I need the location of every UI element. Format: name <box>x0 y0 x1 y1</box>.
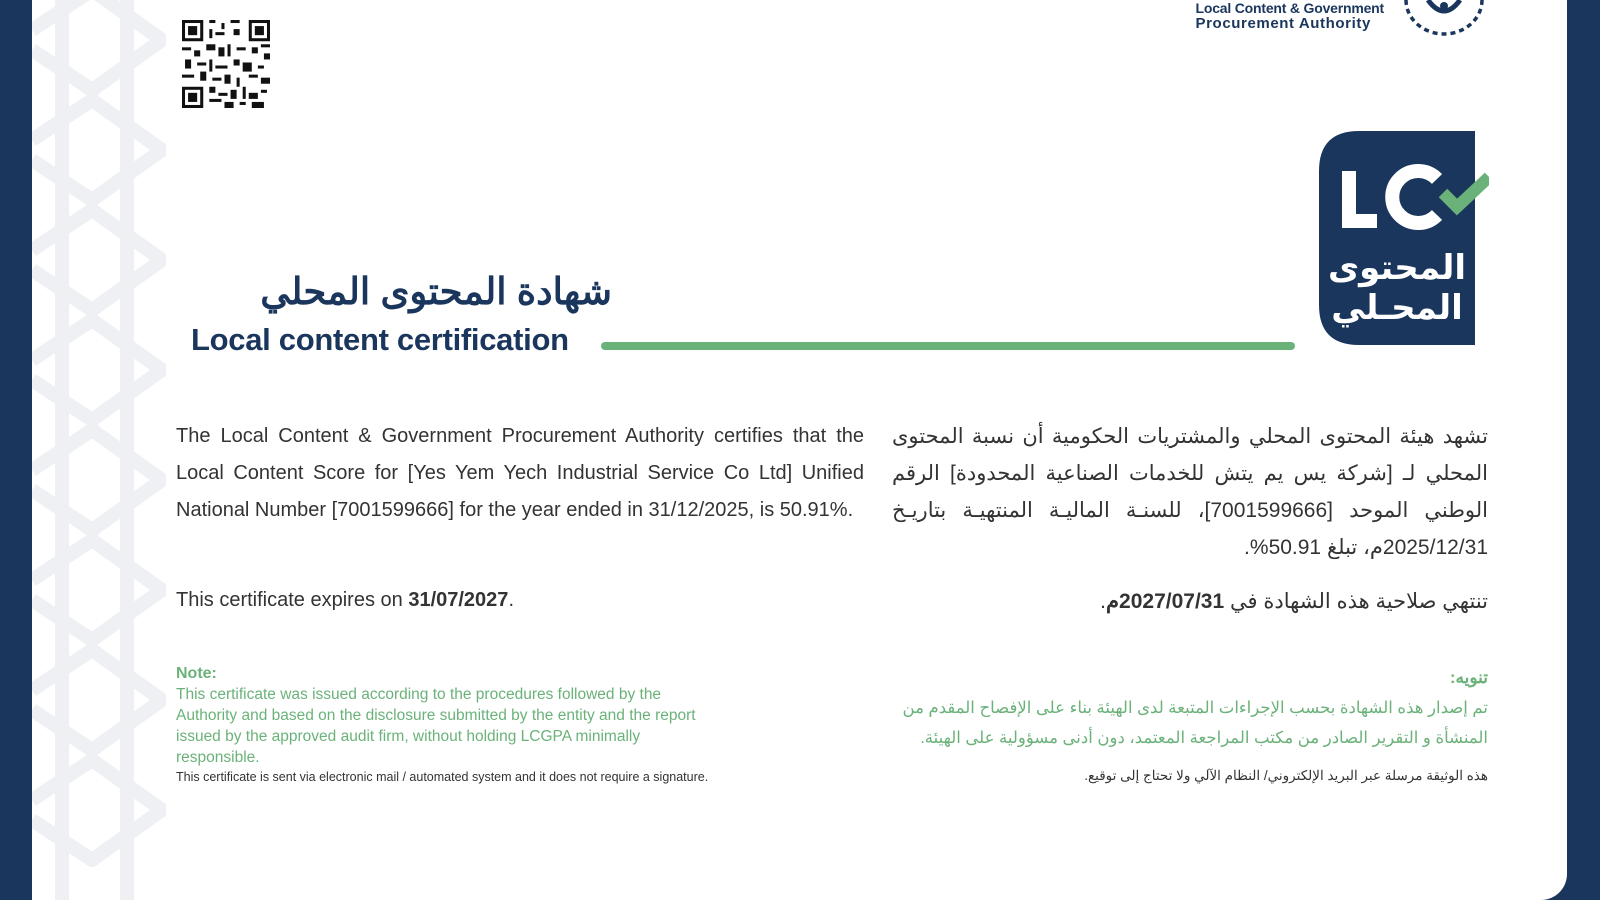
logo-arabic-line-2: المحـلي <box>1331 288 1463 328</box>
certificate-body-arabic: تشهد هيئة المحتوى المحلي والمشتريات الحكومية أن نسبة المحتوى المحلي لـ [شركة يس يم يتش للخدمات الصناعية المحدودة] الرقم الوطني الموحد [7001599666]، للسنـة الماليـة المنتهيـة بتاريـخ 2025/12/31م، تبلغ 50.91%. <box>892 425 1488 559</box>
title-divider <box>601 342 1295 350</box>
certificate-sheet <box>32 0 1567 900</box>
note-english-title: Note: <box>176 665 217 682</box>
note-arabic-text: تم إصدار هذه الشهادة بحسب الإجراءات المتبعة لدى الهيئة بناء على الإفصاح المقدم من المنشأة و التقرير الصادر من مكتب المراجعة المعتمد، دون أدنى مسؤولية على الهيئة. <box>902 699 1488 747</box>
note-english <box>176 663 696 768</box>
signature-notice-english: This certificate is sent via electronic mail / automated system and it does not require a signature. <box>176 770 709 784</box>
title-english: Local content certification <box>191 322 569 357</box>
authority-name <box>1196 0 1384 32</box>
authority-emblem-icon <box>1400 0 1488 40</box>
expiry-arabic-prefix: تنتهي صلاحية هذه الشهادة في <box>1224 590 1488 613</box>
note-english-text: This certificate was issued according to the procedures followed by the Authority and based on the disclosure submitted by the entity and the report issued by the approved audit firm, without holding LCGPA minimally responsible. <box>176 686 696 766</box>
local-content-logo-icon <box>1319 131 1489 345</box>
qr-code-icon[interactable] <box>182 20 270 108</box>
signature-notice-arabic: هذه الوثيقة مرسلة عبر البريد الإلكتروني/ النظام الآلي ولا تحتاج إلى توقيع. <box>1084 768 1488 783</box>
certificate-body-english: The Local Content & Government Procurement Authority certifies that the Local Content Score for [Yes Yem Yech Industrial Service Co Ltd] Unified National Number [7001599666] for the year ended in 31/12/2025, is 50.91%. <box>176 425 864 521</box>
expiry-english-prefix: This certificate expires on <box>176 589 409 611</box>
expiry-english-suffix: . <box>508 589 514 611</box>
title-arabic: شهادة المحتوى المحلي <box>260 271 612 312</box>
local-content-logo <box>1319 131 1489 345</box>
logo-arabic-line-1: المحتوى <box>1327 248 1467 288</box>
authority-line-1: Local Content & Government <box>1195 0 1384 16</box>
note-arabic-title: تنويه: <box>1449 668 1488 687</box>
expiry-arabic-suffix: . <box>1100 590 1107 613</box>
expiry-arabic-date: 2027/07/31م <box>1106 590 1225 613</box>
expiry-english-date: 31/07/2027 <box>408 589 509 611</box>
authority-line-2: Procurement Authority <box>1195 15 1371 32</box>
note-arabic <box>892 663 1488 753</box>
decorative-pattern <box>32 0 166 900</box>
expiry-arabic <box>892 589 1488 614</box>
expiry-english <box>176 589 514 612</box>
